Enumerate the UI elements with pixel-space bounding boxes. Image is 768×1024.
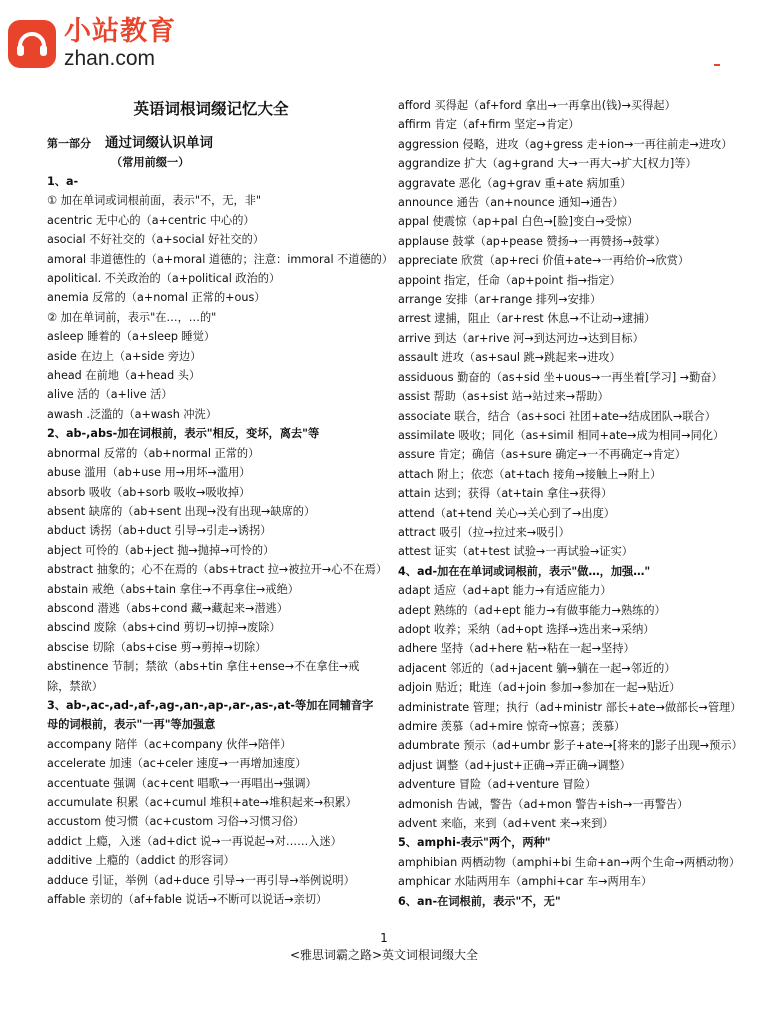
entry-line: associate 联合，结合（as+soci 社团+ate→结成团队→联合） bbox=[398, 409, 716, 423]
entry-line: accompany 陪伴（ac+company 伙伴→陪伴） bbox=[47, 737, 292, 751]
entry-line: abscise 切除（abs+cise 剪→剪掉→切除） bbox=[47, 640, 267, 654]
entry-line: abuse 滥用（ab+use 用→用坏→滥用） bbox=[47, 466, 251, 480]
entry-line: assimilate 吸收；同化（as+simil 相同+ate→成为相同→同化） bbox=[398, 428, 725, 442]
entry-line: abstract 抽象的；心不在焉的（abs+tract 拉→被拉开→心不在焉） bbox=[47, 563, 388, 577]
part-subtitle: （常用前缀一） bbox=[111, 156, 190, 169]
page-number: 1 bbox=[380, 931, 388, 945]
entry-line: abscind 废除（abs+cind 剪切→切掉→废除） bbox=[47, 621, 281, 635]
entry-line: abstain 戒绝（abs+tain 拿住→不再拿住→戒绝） bbox=[47, 582, 299, 596]
entry-line: adjoin 贴近；毗连（ad+join 参加→参加在一起→贴近） bbox=[398, 681, 681, 695]
entry-line: adjacent 邻近的（ad+jacent 躺→躺在一起→邻近的） bbox=[398, 661, 676, 675]
entry-line: accelerate 加速（ac+celer 速度→一再增加速度） bbox=[47, 757, 307, 771]
entry-line: aggravate 恶化（ag+grav 重+ate 病加重） bbox=[398, 176, 632, 190]
entry-line: attach 附上；依恋（at+tach 接角→接触上→附上） bbox=[398, 467, 662, 481]
left-entry-list bbox=[47, 172, 394, 909]
section-heading: 2、ab-,abs-加在词根前，表示"相反，变坏，离去"等 bbox=[47, 427, 320, 441]
entry-line: accustom 使习惯（ac+custom 习俗→习惯习俗） bbox=[47, 815, 305, 829]
entry-line: abscond 潜逃（abs+cond 藏→藏起来→潜逃） bbox=[47, 601, 289, 615]
entry-line: anemia 反常的（a+nomal 正常的+ous） bbox=[47, 291, 266, 305]
entry-line: administrate 管理；执行（ad+ministr 部长+ate→做部长→管理） bbox=[398, 700, 742, 714]
entry-line: advent 来临，来到（ad+vent 来→来到） bbox=[398, 817, 614, 831]
entry-line: assist 帮助（as+sist 站→站过来→帮助） bbox=[398, 390, 609, 404]
entry-line: assure 肯定；确信（as+sure 确定→一不再确定→肯定） bbox=[398, 448, 686, 462]
entry-line: adapt 适应（ad+apt 能力→有适应能力） bbox=[398, 584, 612, 598]
brand-logo bbox=[8, 18, 176, 69]
entry-line: afford 买得起（af+ford 拿出→一再拿出(钱)→买得起） bbox=[398, 99, 676, 112]
entry-line: affable 亲切的（af+fable 说话→不断可以说话→亲切） bbox=[47, 893, 328, 907]
entry-line: addict 上瘾，入迷（ad+dict 说→一再说起→对……入迷） bbox=[47, 834, 342, 848]
logo-chinese-text: 小站教育 bbox=[64, 16, 176, 47]
entry-line: ahead 在前地（a+head 头） bbox=[47, 369, 201, 383]
right-column bbox=[398, 96, 743, 911]
entry-line: abject 可怜的（ab+ject 抛→抛掉→可怜的） bbox=[47, 543, 275, 557]
entry-line: admire 羡慕（ad+mire 惊奇→惊喜；羡慕） bbox=[398, 720, 626, 733]
entry-line: assiduous 勤奋的（as+sid 坐+uous→一再坐着[学习] →勤奋） bbox=[398, 370, 723, 384]
entry-line: attend（at+tend 关心→关心到了→出度） bbox=[398, 506, 615, 520]
section-heading: 6、an-在词根前，表示"不，无" bbox=[398, 894, 561, 908]
entry-line: abduct 诱拐（ab+duct 引导→引走→诱拐） bbox=[47, 524, 272, 538]
entry-line: appoint 指定，任命（ap+point 指→指定） bbox=[398, 273, 621, 287]
entry-line: arrive 到达（ar+rive 河→到达河边→达到目标） bbox=[398, 331, 644, 345]
entry-line: additive 上瘾的（addict 的形容词） bbox=[47, 854, 235, 868]
entry-line: accumulate 积累（ac+cumul 堆积+ate→堆积起来→积累） bbox=[47, 796, 357, 809]
entry-line: appal 使震惊（ap+pal 白色→[脸]变白→受惊） bbox=[398, 215, 639, 229]
entry-line: adhere 坚持（ad+here 粘→粘在一起→坚持） bbox=[398, 642, 635, 656]
entry-line: apolitical. 不关政治的（a+political 政治的） bbox=[47, 272, 281, 286]
entry-line: attain 达到；获得（at+tain 拿住→获得） bbox=[398, 487, 613, 501]
entry-line: arrange 安排（ar+range 排列→安排） bbox=[398, 293, 602, 307]
section-heading: 4、ad-加在在单词或词根前，表示"做…，加强…" bbox=[398, 564, 651, 578]
entry-line: adopt 收养；采纳（ad+opt 选择→选出来→采纳） bbox=[398, 622, 655, 636]
entry-line: asocial 不好社交的（a+social 好社交的） bbox=[47, 233, 265, 247]
entry-line: ① 加在单词或词根前面，表示"不，无，非" bbox=[47, 194, 262, 208]
entry-line: alive 活的（a+live 活） bbox=[47, 388, 173, 402]
entry-line: assault 进攻（as+saul 跳→跳起来→进攻） bbox=[398, 351, 621, 365]
entry-line: attract 吸引（拉→拉过来→吸引） bbox=[398, 525, 570, 539]
part-number: 第一部分 bbox=[47, 137, 91, 150]
entry-line: affirm 肯定（af+firm 坚定→肯定） bbox=[398, 118, 580, 132]
entry-line: aggrandize 扩大（ag+grand 大→一再大→扩大[权力]等） bbox=[398, 157, 697, 171]
entry-line: absorb 吸收（ab+sorb 吸收→吸收掉） bbox=[47, 485, 251, 499]
left-column bbox=[47, 96, 394, 909]
entry-line: attest 证实（at+test 试验→一再试验→证实） bbox=[398, 545, 633, 559]
entry-line: aside 在边上（a+side 旁边） bbox=[47, 349, 202, 363]
entry-line: ② 加在单词前，表示"在…，…的" bbox=[47, 310, 217, 324]
entry-line: arrest 逮捕，阻止（ar+rest 休息→不让动→逮捕） bbox=[398, 312, 656, 326]
right-entry-list bbox=[398, 96, 743, 911]
header-accent-mark bbox=[714, 64, 720, 66]
section-heading: 1、a- bbox=[47, 175, 79, 188]
entry-line: acentric 无中心的（a+centric 中心的） bbox=[47, 213, 255, 227]
entry-line: amoral 非道德性的（a+moral 道德的；注意：immoral 不道德的） bbox=[47, 252, 394, 266]
entry-line: aggression 侵略，进攻（ag+gress 走+ion→一再往前走→进攻） bbox=[398, 137, 733, 151]
document-title: 英语词根词缀记忆大全 bbox=[133, 100, 289, 118]
entry-line: amphibian 两栖动物（amphi+bi 生命+an→两个生命→两栖动物） bbox=[398, 855, 741, 869]
entry-line: amphicar 水陆两用车（amphi+car 车→两用车） bbox=[398, 875, 653, 889]
entry-line: awash .泛滥的（a+wash 冲洗） bbox=[47, 407, 217, 421]
entry-line: abnormal 反常的（ab+normal 正常的） bbox=[47, 446, 260, 460]
logo-domain-text: zhan.com bbox=[64, 47, 156, 70]
entry-line: announce 通告（an+nounce 通知→通告） bbox=[398, 196, 624, 210]
document-footer-title: <雅思词霸之路>英文词根词缀大全 bbox=[289, 948, 479, 962]
entry-line: adept 熟练的（ad+ept 能力→有做事能力→熟练的） bbox=[398, 603, 666, 617]
entry-line: adduce 引证，举例（ad+duce 引导→一再引导→举例说明） bbox=[47, 873, 355, 887]
section-heading: 3、ab-,ac-,ad-,af-,ag-,an-,ap-,ar-,as-,at-等加在同辅音字母的词根前，表示"一再"等加强意 bbox=[47, 698, 374, 732]
entry-line: abstinence 节制；禁欲（abs+tin 拿住+ense→不在拿住→戒除，禁欲） bbox=[47, 660, 360, 693]
entry-line: admonish 告诫，警告（ad+mon 警告+ish→一再警告） bbox=[398, 797, 689, 811]
entry-line: applause 鼓掌（ap+pease 赞扬→一再赞扬→鼓掌） bbox=[398, 234, 666, 248]
entry-line: asleep 睡着的（a+sleep 睡觉） bbox=[47, 330, 216, 344]
section-heading: 5、amphi-表示"两个，两种" bbox=[398, 836, 551, 850]
entry-line: adventure 冒险（ad+venture 冒险） bbox=[398, 778, 597, 792]
entry-line: appreciate 欣赏（ap+reci 价值+ate→一再给价→欣赏） bbox=[398, 254, 690, 268]
entry-line: absent 缺席的（ab+sent 出现→没有出现→缺席的） bbox=[47, 504, 316, 518]
entry-line: adjust 调整（ad+just+正确→弄正确→调整） bbox=[398, 758, 631, 772]
part-heading bbox=[47, 134, 375, 153]
entry-line: accentuate 强调（ac+cent 唱歌→一再唱出→强调） bbox=[47, 776, 317, 790]
entry-line: adumbrate 预示（ad+umbr 影子+ate→[将来的]影子出现→预示） bbox=[398, 739, 743, 753]
part-title: 通过词缀认识单词 bbox=[105, 135, 213, 151]
headset-logo-icon bbox=[8, 20, 56, 68]
